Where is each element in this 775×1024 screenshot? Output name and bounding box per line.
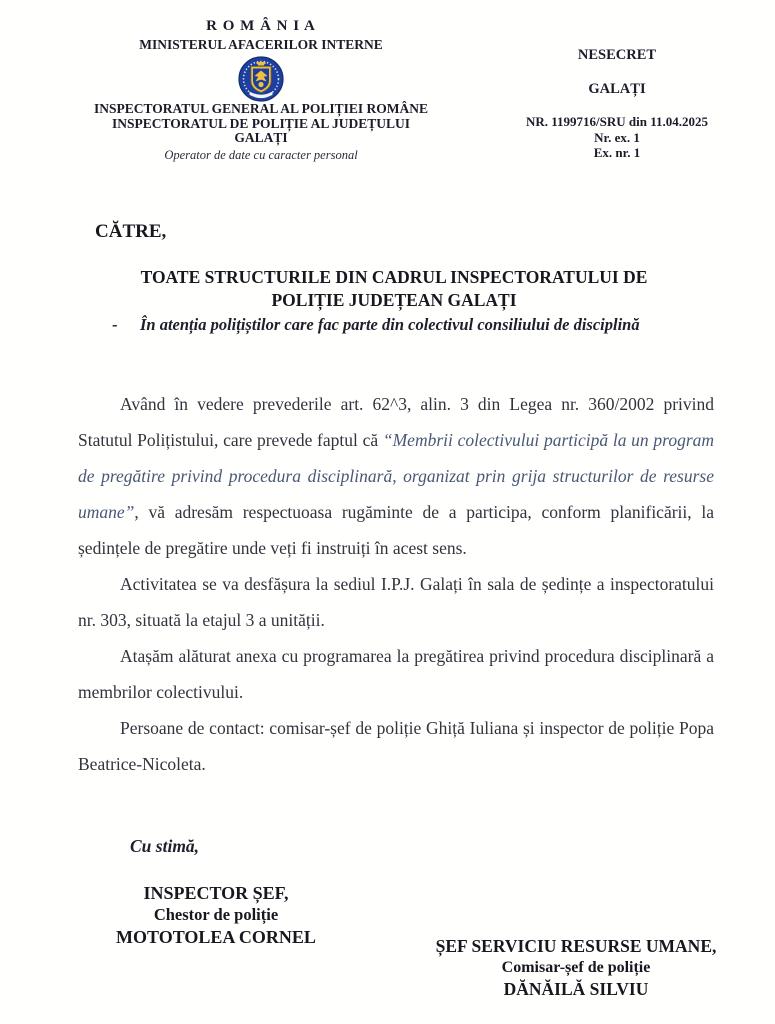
attention-note (112, 315, 712, 335)
legal-reference-text: Având în vedere prevederile art. 62^3, alin. 3 din Legea nr. 360/2002 privind Statutul Polițistului, care prevede faptul că (78, 394, 714, 450)
closing-salutation: Cu stimă, (130, 836, 200, 856)
letterhead-right (488, 47, 746, 160)
signature-left-rank: Chestor de poliție (153, 905, 279, 924)
exemplar-number: Ex. nr. 1 (593, 145, 641, 160)
quoted-regulation-text: “Membrii colectivului participă la un program de pregătire privind procedura disciplinară, organizat prin grija structurilor de resurse umane” (78, 430, 715, 522)
body-paragraph-3: Atașăm alăturat anexa cu programarea la pregătirea privind procedura disciplinară a membrilor colectivului. (78, 646, 714, 702)
signature-right-name: DĂNĂILĂ SILVIU (503, 979, 649, 999)
country-title: R O M Â N I A (206, 18, 316, 34)
city-label: GALAȚI (588, 81, 646, 97)
recipient-title-line2: POLIȚIE JUDEȚEAN GALAȚI (271, 290, 517, 310)
attention-text: În atenția polițiștilor care fac parte din colectivul consiliului de disciplină (140, 315, 640, 334)
recipient-title (88, 266, 700, 312)
body-paragraph-1 (78, 386, 714, 566)
attention-dash: - (112, 315, 118, 334)
signature-right-rank: Comisar-șef de poliție (501, 959, 651, 976)
request-text: , vă adresăm respectuoasa rugăminte de a participa, conform planificării, la ședințele de pregătire unde veți fi instruiți în acest sens. (78, 502, 714, 558)
signature-left-role: INSPECTOR ȘEF, (143, 883, 289, 903)
classification-label: NESECRET (577, 47, 657, 63)
data-operator-note: Operator de date cu caracter personal (164, 147, 358, 162)
body-paragraph-2: Activitatea se va desfășura la sediul I.P.J. Galați în sala de ședințe a inspectoratului nr. 303, situată la etajul 3 a unității. (78, 574, 714, 630)
signature-left-name: MOTOTOLEA CORNEL (116, 927, 316, 947)
signature-block-left (85, 883, 347, 949)
signature-right-role: ȘEF SERVICIU RESURSE UMANE, (435, 936, 717, 956)
registration-number: NR. 1199716/SRU din 11.04.2025 (525, 114, 709, 129)
ministry-name: MINISTERUL AFACERILOR INTERNE (139, 37, 383, 52)
signature-block-right (408, 936, 744, 1000)
salutation: CĂTRE, (95, 221, 167, 242)
recipient-title-line1: TOATE STRUCTURILE DIN CADRUL INSPECTORATULUI DE (140, 267, 648, 287)
inspectorate-county: INSPECTORATUL DE POLIȚIE AL JUDEȚULUI GALAȚI (111, 115, 411, 145)
inspectorate-general: INSPECTORATUL GENERAL AL POLIȚIEI ROMÂNE (93, 101, 429, 116)
coat-of-arms-icon (236, 56, 286, 102)
copy-number: Nr. ex. 1 (594, 130, 640, 145)
letterhead-left (85, 18, 437, 163)
letter-body (78, 386, 714, 782)
body-paragraph-4: Persoane de contact: comisar-șef de poliție Ghiță Iuliana și inspector de poliție Popa Beatrice-Nicoleta. (78, 718, 714, 774)
